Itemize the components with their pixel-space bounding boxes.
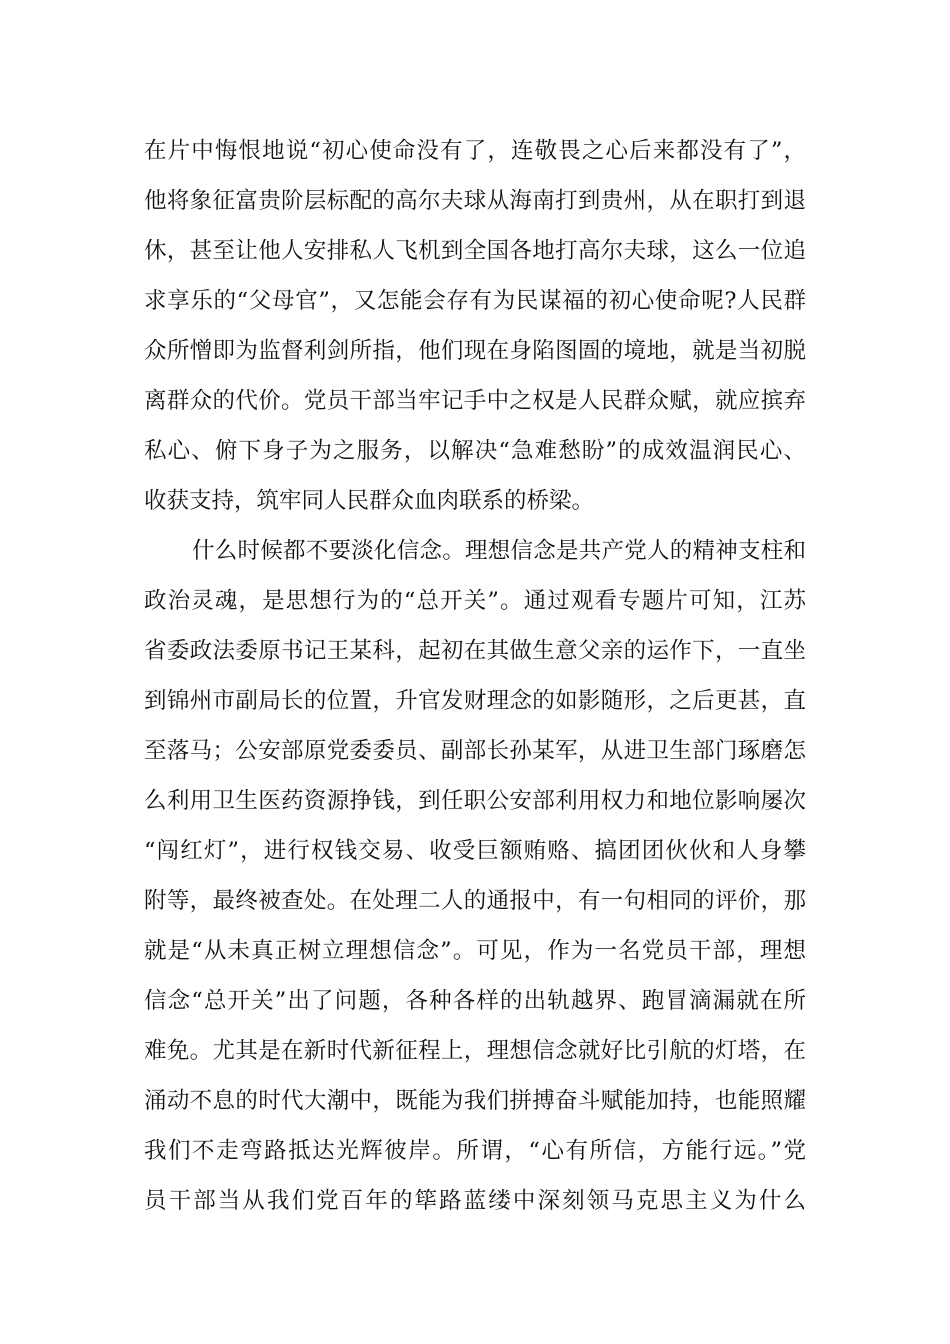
paragraph-2-line-2: 政治灵魂，是思想行为的“总开关”。通过观看专题片可知，江苏	[144, 588, 806, 614]
paragraph-2-line-11: 难免。尤其是在新时代新征程上，理想信念就好比引航的灯塔，在	[144, 1038, 806, 1064]
paragraph-1-line-1: 在片中悔恨地说“初心使命没有了，连敬畏之心后来都没有了”，	[144, 138, 806, 164]
paragraph-2-line-10: 信念“总开关”出了问题，各种各样的出轨越界、跑冒滴漏就在所	[144, 988, 806, 1014]
paragraph-2-line-12: 涌动不息的时代大潮中，既能为我们拼搏奋斗赋能加持，也能照耀	[144, 1088, 806, 1114]
paragraph-1-line-8: 收获支持，筑牢同人民群众血肉联系的桥梁。	[144, 488, 595, 514]
paragraph-1-line-6: 离群众的代价。党员干部当牢记手中之权是人民群众赋，就应摈弃	[144, 388, 806, 414]
paragraph-2-line-4: 到锦州市副局长的位置，升官发财理念的如影随形，之后更甚，直	[144, 688, 806, 714]
paragraph-1-line-3: 休，甚至让他人安排私人飞机到全国各地打高尔夫球，这么一位追	[144, 238, 806, 264]
paragraph-2-line-13: 我们不走弯路抵达光辉彼岸。所谓，“心有所信，方能行远。”党	[144, 1138, 806, 1164]
paragraph-2-line-6: 么利用卫生医药资源挣钱，到任职公安部利用权力和地位影响屡次	[144, 788, 806, 814]
paragraph-2-line-14: 员干部当从我们党百年的筚路蓝缕中深刻领马克思主义为什么	[144, 1188, 806, 1214]
paragraph-2-line-9: 就是“从未真正树立理想信念”。可见，作为一名党员干部，理想	[144, 938, 806, 964]
paragraph-2-line-8: 附等，最终被查处。在处理二人的通报中，有一句相同的评价，那	[144, 888, 806, 914]
paragraph-1-line-5: 众所憎即为监督利剑所指，他们现在身陷图圄的境地，就是当初脱	[144, 338, 806, 364]
paragraph-2-line-3: 省委政法委原书记王某科，起初在其做生意父亲的运作下，一直坐	[144, 638, 806, 664]
paragraph-2-line-5: 至落马；公安部原党委委员、副部长孙某军，从进卫生部门琢磨怎	[144, 738, 806, 764]
paragraph-1-line-7: 私心、俯下身子为之服务，以解决“急难愁盼”的成效温润民心、	[144, 438, 806, 464]
paragraph-1-line-2: 他将象征富贵阶层标配的高尔夫球从海南打到贵州，从在职打到退	[144, 188, 806, 214]
paragraph-2-line-1: 什么时候都不要淡化信念。理想信念是共产党人的精神支柱和	[192, 538, 806, 564]
paragraph-2-line-7: “闯红灯”，进行权钱交易、收受巨额贿赂、搞团团伙伙和人身攀	[144, 838, 806, 864]
paragraph-1-line-4: 求享乐的“父母官”，又怎能会存有为民谋福的初心使命呢?人民群	[144, 288, 806, 314]
